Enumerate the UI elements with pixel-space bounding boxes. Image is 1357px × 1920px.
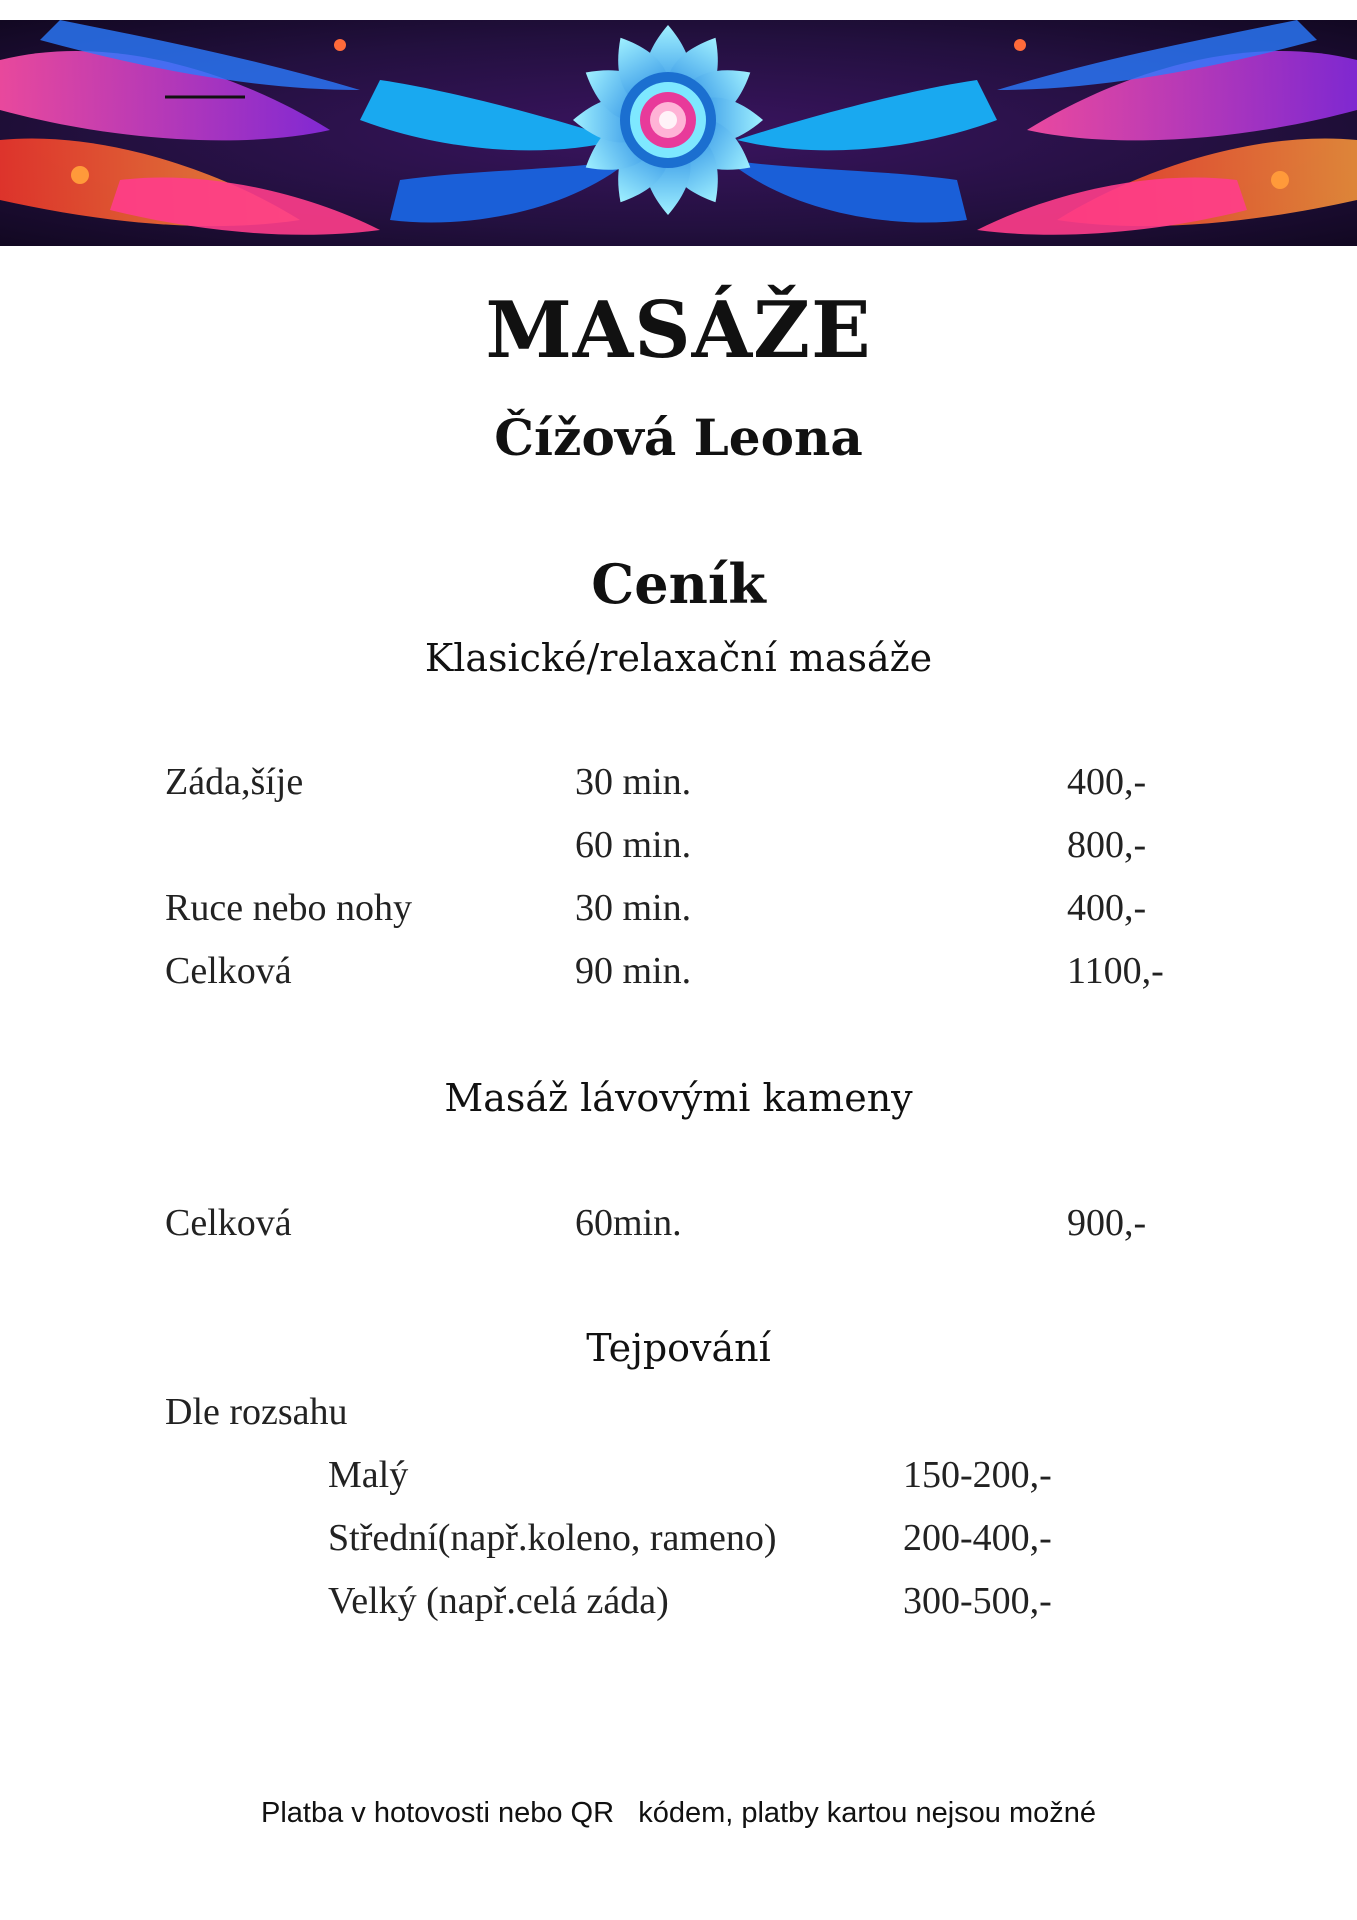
section-heading-lava-stones: Masáž lávovými kameny: [444, 1076, 913, 1120]
price-row-name: Záda,šíje: [165, 761, 304, 803]
payment-note: Platba v hotovosti nebo QR kódem, platby kartou nejsou možné: [260, 1797, 1097, 1829]
price-row-price: 1100,-: [1067, 950, 1164, 992]
price-row-duration: 30 min.: [575, 887, 692, 929]
price-row-price: 900,-: [1067, 1202, 1147, 1244]
price-row-price: 400,-: [1067, 761, 1147, 803]
price-row-duration: 60min.: [575, 1202, 682, 1244]
taping-intro: Dle rozsahu: [165, 1391, 348, 1433]
mandala-flower-banner: [0, 20, 1357, 246]
masseur-name: Čížová Leona: [494, 408, 863, 467]
price-row-duration: 90 min.: [575, 950, 692, 992]
taping-row-name: Malý: [328, 1454, 409, 1496]
taping-row-price: 300-500,-: [903, 1580, 1052, 1622]
taping-row-name: Velký (např.celá záda): [328, 1580, 669, 1622]
price-row-price: 800,-: [1067, 824, 1147, 866]
section-heading-classic: Klasické/relaxační masáže: [424, 636, 933, 680]
page-title: MASÁŽE: [485, 285, 872, 376]
price-row-name: Ruce nebo nohy: [165, 887, 412, 929]
taping-row-name: Střední(např.koleno, rameno): [328, 1517, 777, 1559]
taping-row-price: 150-200,-: [903, 1454, 1052, 1496]
taping-row-price: 200-400,-: [903, 1517, 1052, 1559]
price-row-name: Celková: [165, 1202, 292, 1244]
pricelist-title: Ceník: [591, 552, 766, 616]
price-row-name: Celková: [165, 950, 292, 992]
price-row-duration: 30 min.: [575, 761, 692, 803]
price-row-duration: 60 min.: [575, 824, 692, 866]
price-row-price: 400,-: [1067, 887, 1147, 929]
section-heading-taping: Tejpování: [586, 1326, 771, 1370]
